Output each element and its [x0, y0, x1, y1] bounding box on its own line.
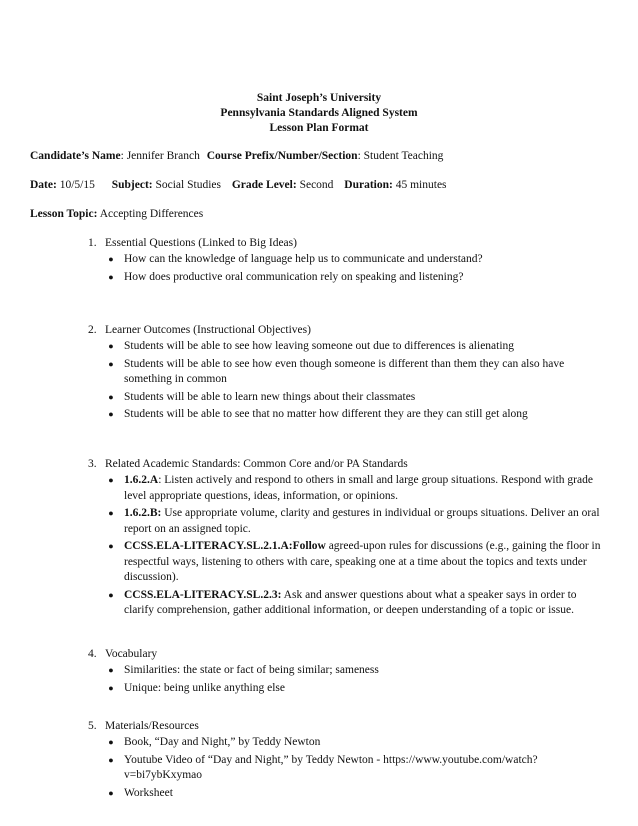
standard-text: Ask and answer questions about what a speaker says in order to clarify comprehension, gather additional information, or deepen understanding of a topic or issue.	[124, 588, 577, 616]
section-title: Learner Outcomes (Instructional Objectives)	[105, 324, 311, 336]
list-item	[106, 588, 606, 619]
list-item: ● Students will be able to see how even though someone is different than them they can also have something in common	[106, 357, 606, 388]
system-title: Pennsylvania Standards Aligned System	[220, 107, 418, 119]
date-label: Date:	[30, 179, 57, 191]
duration-value: 45 minutes	[395, 179, 447, 191]
format-title: Lesson Plan Format	[269, 122, 369, 134]
topic-value: Accepting Differences	[99, 208, 204, 220]
standard-text: Use appropriate volume, clarity and gestures in individual or groups situations. Deliver an oral report on an assigned topic.	[124, 507, 600, 535]
section-number: 4.	[88, 648, 97, 660]
grade-value: Second	[299, 179, 334, 191]
course-label: Course Prefix/Number/Section	[206, 150, 358, 162]
list-item: ● Students will be able to see how leaving someone out due to differences is alienating	[106, 339, 606, 355]
grade-label: Grade Level:	[231, 179, 297, 191]
subject-label: Subject:	[111, 179, 153, 191]
topic-line	[30, 207, 203, 222]
list-item: ● Similarities: the state or fact of being similar; sameness	[106, 663, 606, 679]
section-number: 1.	[88, 237, 97, 249]
standard-code: CCSS.ELA-LITERACY.SL.2.3:	[124, 588, 282, 601]
list-item: ● How can the knowledge of language help us to communicate and understand?	[106, 252, 606, 268]
list-item: ● Students will be able to see that no matter how different they are they can still get along	[106, 407, 606, 423]
list-item: ● Youtube Video of “Day and Night,” by Teddy Newton - https://www.youtube.com/watch?v=bi7ybKxymao	[106, 753, 606, 784]
university-title: Saint Joseph’s University	[256, 92, 382, 104]
section-number: 5.	[88, 720, 97, 732]
candidate-name-value: : Jennifer Branch	[120, 150, 200, 162]
bullet-icon: ●	[108, 589, 114, 600]
course-value: : Student Teaching	[357, 150, 444, 162]
list-item: ● How does productive oral communication rely on speaking and listening?	[106, 270, 606, 286]
standard-text: agreed-upon rules for discussions (e.g., gaining the floor in respectful ways, listening to others with care, speaking one at a time about the topics and texts under discussion).	[124, 540, 601, 583]
list-item	[106, 473, 606, 504]
bullet-icon: ●	[108, 787, 114, 798]
candidate-name-label: Candidate’s Name	[30, 150, 121, 162]
bullet-icon: ●	[108, 737, 114, 747]
subject-value: Social Studies	[155, 179, 221, 191]
list-item	[106, 506, 606, 537]
bullet-icon: ●	[108, 271, 114, 282]
section-heading	[88, 457, 408, 472]
bullet-icon: ●	[108, 341, 114, 351]
bullet-icon: ●	[108, 754, 114, 765]
bullet-icon: ●	[108, 541, 114, 551]
section-heading	[88, 323, 311, 338]
list-item: ● Worksheet	[106, 786, 606, 802]
bullet-icon: ●	[108, 682, 114, 693]
essential-questions-list	[106, 252, 606, 287]
bullet-icon: ●	[108, 409, 114, 419]
duration-label: Duration:	[344, 179, 393, 191]
bullet-icon: ●	[108, 391, 114, 402]
bullet-icon: ●	[108, 508, 114, 518]
list-item: ● Unique: being unlike anything else	[106, 681, 606, 697]
standard-code: CCSS.ELA-LITERACY.SL.2.1.A:Follow	[124, 540, 326, 552]
bullet-icon: ●	[108, 665, 114, 675]
candidate-line	[30, 149, 443, 164]
materials-list	[106, 735, 606, 803]
bullet-icon: ●	[108, 475, 114, 485]
standard-code: 1.6.2.B:	[124, 507, 162, 519]
section-number: 3.	[88, 458, 97, 470]
section-title: Related Academic Standards: Common Core and/or PA Standards	[105, 458, 408, 470]
learner-outcomes-list	[106, 339, 606, 425]
section-number: 2.	[88, 324, 97, 336]
meta-line	[30, 178, 447, 193]
standard-code: 1.6.2.A	[124, 474, 159, 486]
section-title: Essential Questions (Linked to Big Ideas)	[105, 237, 297, 249]
list-item: ● Book, “Day and Night,” by Teddy Newton	[106, 735, 606, 751]
bullet-icon: ●	[108, 358, 114, 369]
standards-list	[106, 473, 606, 621]
standard-text: : Listen actively and respond to others in small and large group situations. Respond with grade level appropriate questions, ideas, information, or opinions.	[124, 474, 593, 502]
section-heading	[88, 647, 157, 662]
section-heading	[88, 719, 199, 734]
list-item	[106, 539, 606, 586]
section-title: Materials/Resources	[105, 720, 199, 732]
section-heading	[88, 236, 297, 251]
section-title: Vocabulary	[105, 648, 158, 660]
bullet-icon: ●	[108, 254, 114, 264]
topic-label: Lesson Topic:	[30, 208, 98, 220]
vocabulary-list	[106, 663, 606, 698]
date-value: 10/5/15	[59, 179, 95, 191]
list-item: ● Students will be able to learn new things about their classmates	[106, 390, 606, 406]
